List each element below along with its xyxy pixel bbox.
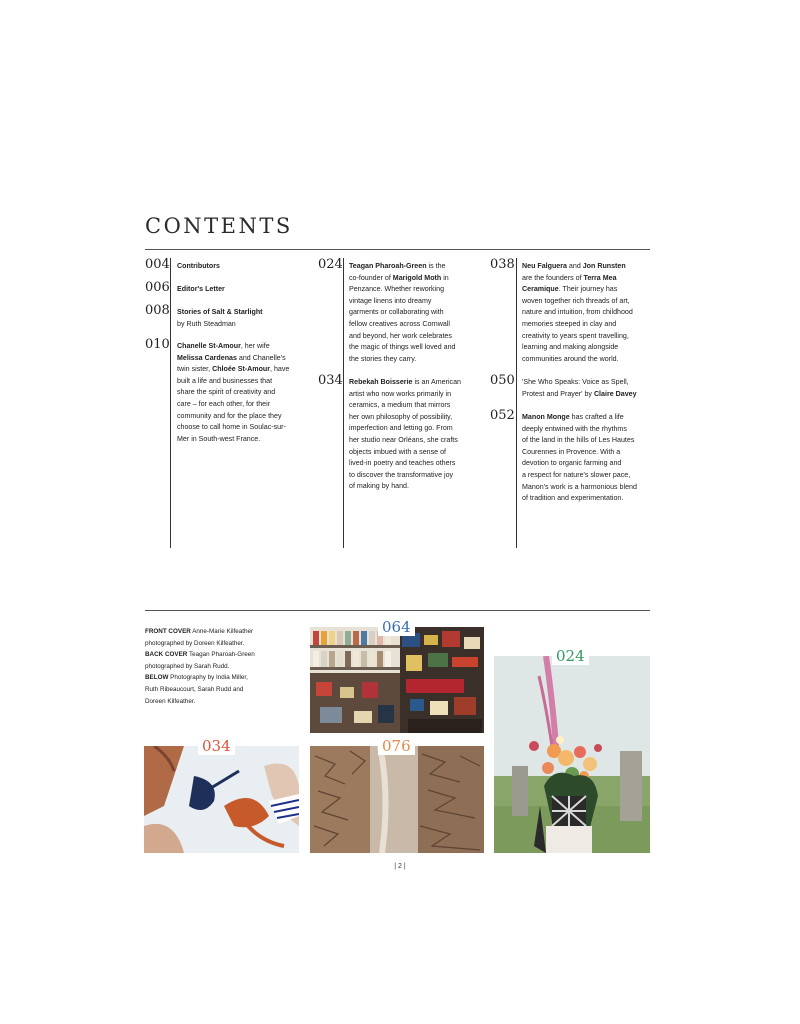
photo-painting-hands[interactable] xyxy=(144,746,299,853)
column-divider-3 xyxy=(516,258,517,548)
entry-text: 'She Who Speaks: Voice as Spell, Protest and Prayer' by Claire Davey xyxy=(522,378,637,398)
entry-text: Chanelle St-Amour, her wife Melissa Cardenas and Chanelle's twin sister, Chloée St-Amour, have built a life and businesses that share the spirit of creativity and care – for each other, for their community and for the place they choose to call home in Soulac-sur- Mer in South-west France. xyxy=(177,342,290,443)
section-rule xyxy=(145,610,650,611)
page-number-ref: 024 xyxy=(318,257,343,272)
page-number-ref: 010 xyxy=(145,337,170,352)
page-badge-024: 024 xyxy=(552,647,589,665)
page-number-ref: 006 xyxy=(145,280,170,295)
column-divider-2 xyxy=(343,258,344,548)
page-number-ref: 034 xyxy=(318,373,343,388)
spools-image xyxy=(310,627,484,733)
photo-paper-texture[interactable] xyxy=(310,746,484,853)
photo-flower-bouquet[interactable] xyxy=(494,656,650,853)
page-number-ref: 050 xyxy=(490,373,515,388)
entry-text: Rebekah Boisserie is an American artist who now works primarily in ceramics, a medium that mirrors her own philosophy of possibility, imperfection and letting go. From her studio near Orléans, she crafts objects imbued with a sense of lived-in poetry and teaches others to discover the transformative joy of making by hand. xyxy=(349,378,461,491)
entry-text: Manon Monge has crafted a life deeply entwined with the rhythms of the land in the hills of Les Hautes Courennes in Provence. With a devotion to organic farming and a respect for nature's slower pace, Manon's work is a harmonious blend of tradition and experimentation. xyxy=(522,413,637,503)
page-title: CONTENTS xyxy=(145,214,293,238)
title-rule xyxy=(145,249,650,250)
entry-text: Neu Falguera and Jon Runsten are the founders of Terra Mea Ceramique. Their journey has woven together rich threads of art, nature and intuition, from childhood memories steeped in clay and creativity to years spent travelling, learning and making alongside communities around the world. xyxy=(522,262,633,363)
page-number: | 2 | xyxy=(394,863,406,870)
page-number-ref: 008 xyxy=(145,303,170,318)
page-badge-076: 076 xyxy=(378,737,415,755)
bouquet-image xyxy=(494,656,650,853)
entry-text: Editor's Letter xyxy=(177,285,225,293)
painting-image xyxy=(144,746,299,853)
photo-credits: FRONT COVER Anne-Marie Kilfeather photographed by Doreen Kilfeather. BACK COVER Teagan Pharoah-Green photographed by Sarah Rudd. BELOW Photography by India Miller, Ruth Ribeaucourt, Sarah Rudd and Doreen Kilfeather. xyxy=(145,628,255,705)
page-badge-034: 034 xyxy=(198,737,235,755)
page-number-ref: 052 xyxy=(490,408,515,423)
entry-text: Teagan Pharoah-Green is the co-founder of Marigold Moth in Penzance. Whether reworking vintage linens into dreamy garments or collaborating with fellow creatives across Cornwall and beyond, her work celebrates the magic of things well loved and the stories they carry. xyxy=(349,262,456,363)
photo-spools-badges[interactable] xyxy=(310,627,484,733)
paper-texture-image xyxy=(310,746,484,853)
entry-text: Contributors xyxy=(177,262,220,270)
page-number-ref: 038 xyxy=(490,257,515,272)
entry-text: Stories of Salt & Starlight by Ruth Steadman xyxy=(177,308,263,328)
page-number-ref: 004 xyxy=(145,257,170,272)
page-badge-064: 064 xyxy=(378,618,415,636)
column-divider-1 xyxy=(170,258,171,548)
